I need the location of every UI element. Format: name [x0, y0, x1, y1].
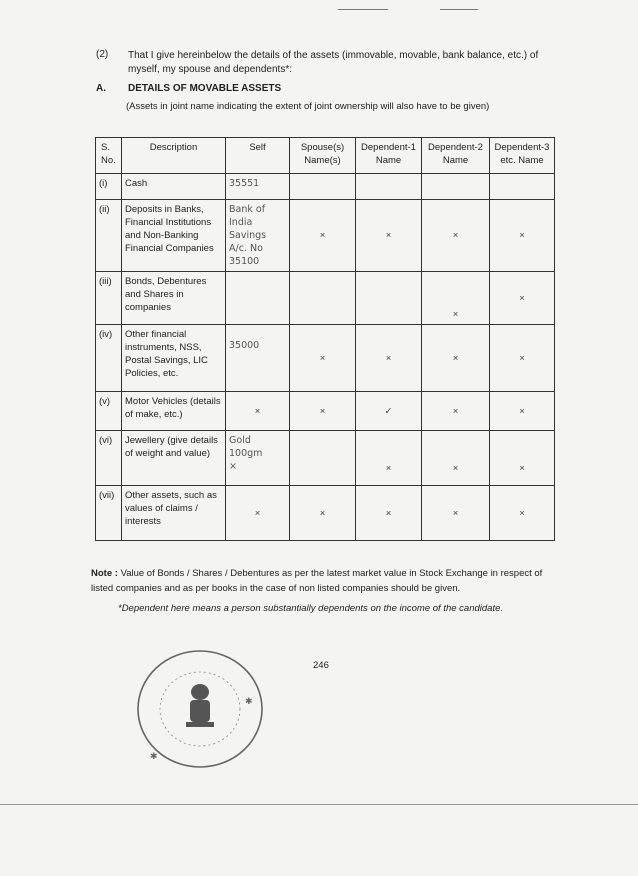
row-dep2-value: × — [422, 272, 490, 325]
row-dep1-value — [356, 174, 422, 200]
row-dep3-value: × — [490, 392, 555, 431]
row-dep3-value: × — [490, 486, 555, 541]
row-sno: (iv) — [96, 325, 122, 392]
row-dep1-value: ✓ — [356, 392, 422, 431]
table-header-row — [96, 138, 555, 174]
row-self-value: 35000 — [226, 325, 290, 392]
row-sno: (ii) — [96, 200, 122, 272]
row-dep1-value: × — [356, 431, 422, 486]
section-subtitle: (Assets in joint name indicating the extent of joint ownership will also have to be given) — [126, 101, 490, 112]
row-description: Jewellery (give details of weight and value) — [122, 431, 226, 486]
row-dep1-value: × — [356, 200, 422, 272]
row-sno: (iii) — [96, 272, 122, 325]
row-dep2-value: × — [422, 392, 490, 431]
row-spouse-value — [290, 431, 356, 486]
row-description: Other assets, such as values of claims / interests — [122, 486, 226, 541]
scan-mark-top-2 — [440, 9, 478, 10]
page-number: 246 — [313, 660, 329, 671]
row-spouse-value: × — [290, 200, 356, 272]
table-row — [96, 431, 555, 486]
table-row — [96, 174, 555, 200]
row-dep3-value: × — [490, 200, 555, 272]
row-sno: (i) — [96, 174, 122, 200]
row-self-value: × — [226, 392, 290, 431]
row-sno: (v) — [96, 392, 122, 431]
row-dep2-value: × — [422, 325, 490, 392]
table-row — [96, 325, 555, 392]
row-spouse-value: × — [290, 325, 356, 392]
table-row — [96, 200, 555, 272]
row-spouse-value — [290, 272, 356, 325]
row-self-value — [226, 272, 290, 325]
note-label: Note : — [91, 568, 118, 579]
row-dep2-value: × — [422, 431, 490, 486]
header-dependent-2: Dependent-2 Name — [422, 138, 490, 174]
row-description: Bonds, Debentures and Shares in companies — [122, 272, 226, 325]
section-letter: A. — [96, 83, 106, 94]
row-description: Motor Vehicles (details of make, etc.) — [122, 392, 226, 431]
row-spouse-value: × — [290, 486, 356, 541]
row-description: Other financial instruments, NSS, Postal Savings, LIC Policies, etc. — [122, 325, 226, 392]
row-dep2-value — [422, 174, 490, 200]
official-seal-stamp — [130, 644, 270, 774]
row-dep2-value: × — [422, 200, 490, 272]
row-dep1-value — [356, 272, 422, 325]
svg-text:✱: ✱ — [245, 697, 253, 707]
bottom-rule — [0, 804, 638, 805]
header-self: Self — [226, 138, 290, 174]
row-dep3-value: × — [490, 325, 555, 392]
table-row — [96, 392, 555, 431]
row-sno: (vi) — [96, 431, 122, 486]
row-description: Deposits in Banks, Financial Institutions and Non-Banking Financial Companies — [122, 200, 226, 272]
row-spouse-value — [290, 174, 356, 200]
header-spouse: Spouse(s) Name(s) — [290, 138, 356, 174]
scan-mark-top — [338, 9, 388, 10]
row-dep1-value: × — [356, 486, 422, 541]
row-self-value: Gold 100gm × — [226, 431, 290, 486]
row-dep3-value: × — [490, 431, 555, 486]
note-text: Value of Bonds / Shares / Debentures as per the latest market value in Stock Exchange in respect of listed companies and as per books in the case of non listed companies should be given. — [91, 568, 543, 594]
table-row — [96, 486, 555, 541]
footnote: *Dependent here means a person substantially dependents on the income of the candidate. — [118, 603, 504, 614]
row-dep2-value: × — [422, 486, 490, 541]
header-dependent-3: Dependent-3 etc. Name — [490, 138, 555, 174]
row-dep3-value: × — [490, 272, 555, 325]
header-description: Description — [122, 138, 226, 174]
row-spouse-value: × — [290, 392, 356, 431]
note — [91, 566, 556, 596]
header-dependent-1: Dependent-1 Name — [356, 138, 422, 174]
row-self-value: 35551 — [226, 174, 290, 200]
row-sno: (vii) — [96, 486, 122, 541]
paragraph-number: (2) — [96, 49, 109, 60]
svg-text:✱: ✱ — [150, 752, 158, 762]
paragraph-text: That I give hereinbelow the details of the assets (immovable, movable, bank balance, etc.) of myself, my spouse and dependents*: — [128, 50, 539, 75]
row-self-value: × — [226, 486, 290, 541]
row-dep1-value: × — [356, 325, 422, 392]
row-description: Cash — [122, 174, 226, 200]
movable-assets-table — [95, 137, 555, 541]
row-self-value: Bank of India Savings A/c. No 35100 — [226, 200, 290, 272]
header-sno: S. No. — [96, 138, 122, 174]
table-row — [96, 272, 555, 325]
section-title: DETAILS OF MOVABLE ASSETS — [128, 83, 282, 94]
row-dep3-value — [490, 174, 555, 200]
